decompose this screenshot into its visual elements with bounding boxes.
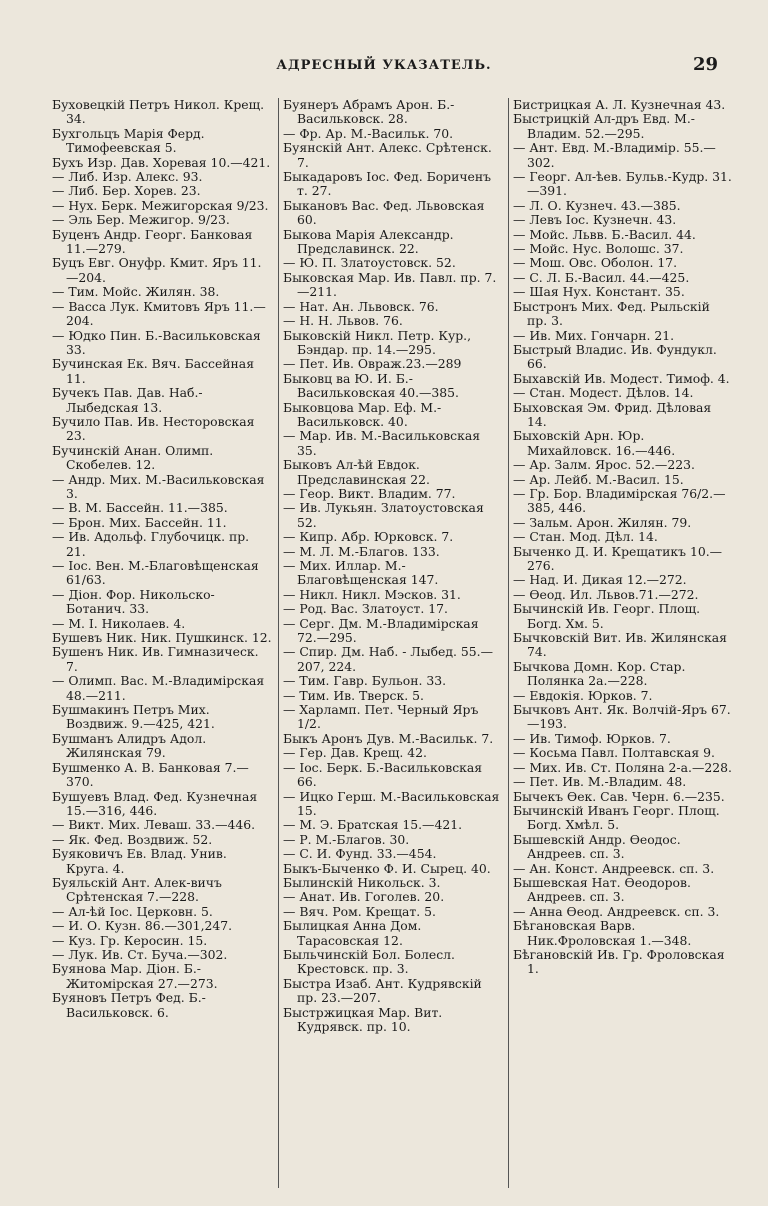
directory-entry: Бистрицкая А. Л. Кузнечная 43. xyxy=(513,98,726,112)
directory-entry: — Діон. Фор. Никольско-Ботанич. 33. xyxy=(52,586,215,617)
directory-entry: Былицкая Анна Дом. Тарасовская 12. xyxy=(283,918,422,948)
page-header xyxy=(0,54,768,78)
directory-entry: — Евдокія. Юрков. 7. xyxy=(513,687,653,703)
directory-entry: — Ицко Герш. М.-Васильковская 15. xyxy=(283,788,500,818)
directory-entry: Быкановъ Вас. Фед. Львовская 60. xyxy=(283,197,485,228)
directory-entry: Быльчинскій Бол. Болесл. Крестовск. пр. 3. xyxy=(283,946,455,977)
directory-entry: Быстронъ Мих. Фед. Рыльскій пр. 3. xyxy=(513,298,710,329)
directory-entry: — Харламп. Пет. Черный Яръ 1/2. xyxy=(283,702,479,732)
directory-entry: Быковц ва Ю. И. Б.-Васильковская 40.—385. xyxy=(283,370,459,401)
directory-entry: Буянова Мар. Діон. Б.-Житомірская 27.—273. xyxy=(52,961,218,991)
directory-entry: — Ив. Адольф. Глубочицк. пр. 21. xyxy=(52,529,250,559)
directory-entry: — Эль Бер. Межигор. 9/23. xyxy=(52,212,230,228)
directory-entry: — Зальм. Арон. Жилян. 79. xyxy=(513,514,692,530)
directory-entry: — Олимп. Вас. М.-Владимірская 48.—211. xyxy=(52,673,265,703)
directory-entry: Быковскій Никл. Петр. Кур., Бэндар. пр. 14.—295. xyxy=(283,327,472,357)
directory-entry: — Андр. Мих. М.-Васильковская 3. xyxy=(52,471,265,501)
directory-entry: Бучинская Ек. Вяч. Бассейная 11. xyxy=(52,356,255,386)
directory-entry: Буценъ Андр. Георг. Банковая 11.—279. xyxy=(52,226,253,257)
directory-entry: Быхавскій Ив. Модест. Тимоф. 4. xyxy=(513,370,730,386)
directory-entry: Бухгольцъ Марія Ферд. Тимофеевская 5. xyxy=(52,125,205,156)
directory-entry: Бучило Пав. Ив. Несторовская 23. xyxy=(52,413,255,444)
directory-entry: Быкъ-Быченко Ф. И. Сырец. 40. xyxy=(283,860,491,876)
directory-entry: — Никл. Никл. Мэсков. 31. xyxy=(283,586,461,602)
directory-entry: — Мош. Овс. Оболон. 17. xyxy=(513,255,678,271)
directory-entry: — Серг. Дм. М.-Владимірская 72.—295. xyxy=(283,615,479,646)
directory-entry: — Ант. Евд. М.-Владимір. 55.—302. xyxy=(513,140,716,170)
directory-entry: — М. Л. М.-Благов. 133. xyxy=(283,543,440,559)
directory-entry: Бушенъ Ник. Ив. Гимназическ. 7. xyxy=(52,644,259,674)
directory-entry: Буяновъ Петръ Фед. Б.-Васильковск. 6. xyxy=(52,990,206,1020)
directory-entry: Бышевскій Андр. Өеодос. Андреев. сп. 3. xyxy=(513,831,681,862)
directory-entry: — Ан. Конст. Андреевск. сп. 3. xyxy=(513,860,715,876)
page-number: 29 xyxy=(692,54,718,75)
column-1 xyxy=(48,98,278,1188)
directory-entry: Буяковичъ Ев. Влад. Унив. Круга. 4. xyxy=(52,846,227,876)
directory-entry: Буянскій Ант. Алекс. Срѣтенск. 7. xyxy=(283,140,492,170)
directory-entry: — Либ. Бер. Хорев. 23. xyxy=(52,183,201,199)
directory-entry: — Васса Лук. Кмитовъ Яръ 11.—204. xyxy=(52,298,266,329)
directory-entry: — Анна Өеод. Андреевск. сп. 3. xyxy=(513,903,720,919)
directory-entry: Бычкова Домн. Кор. Стар. Полянка 2а.—228. xyxy=(513,658,686,689)
directory-entry: — Стан. Мод. Дѣл. 14. xyxy=(513,529,658,545)
column-3 xyxy=(508,98,738,1188)
column-2 xyxy=(278,98,508,1188)
directory-entry: Бушуевъ Влад. Фед. Кузнечная 15.—316, 446. xyxy=(52,788,258,818)
directory-entry: — Тим. Гавр. Бульон. 33. xyxy=(283,673,447,689)
directory-entry: — Р. М.-Благов. 30. xyxy=(283,831,410,847)
directory-entry: — Георг. Ал-ѣев. Бульв.-Кудр. 31.—391. xyxy=(513,169,732,199)
directory-entry: Бушманъ Алидръ Адол. Жилянская 79. xyxy=(52,730,207,761)
directory-entry: Бѣгановскій Ив. Гр. Фроловская 1. xyxy=(513,946,725,977)
directory-entry: — Брон. Мих. Бассейн. 11. xyxy=(52,514,227,530)
directory-entry: — Косьма Павл. Полтавская 9. xyxy=(513,745,715,761)
directory-entry: — Ал-ѣй Іос. Церковн. 5. xyxy=(52,903,213,919)
directory-entry: — И. О. Кузн. 86.—301,247. xyxy=(52,918,233,934)
directory-entry: Быстрицкій Ал-дръ Евд. М.-Владим. 52.—295. xyxy=(513,111,695,141)
directory-entry: Бушменко А. В. Банковая 7.—370. xyxy=(52,759,249,790)
directory-entry: — Нух. Берк. Межигорская 9/23. xyxy=(52,197,269,213)
directory-entry: — Гр. Бор. Владимірская 76/2.—385, 446. xyxy=(513,485,726,516)
directory-entry: — С. Л. Б.-Васил. 44.—425. xyxy=(513,269,690,285)
directory-entry: — Ар. Залм. Ярос. 52.—223. xyxy=(513,457,695,473)
directory-entry: — Тим. Мойс. Жилян. 38. xyxy=(52,284,220,300)
directory-entry: Быкъ Аронъ Дув. М.-Васильк. 7. xyxy=(283,730,494,746)
directory-entry: — Пет. Ив. М.-Владим. 48. xyxy=(513,774,687,790)
directory-entry: Бышевская Нат. Өеодоров. Андреев. сп. 3. xyxy=(513,874,691,905)
directory-entry: — Н. Н. Львов. 76. xyxy=(283,313,403,329)
directory-entry: — Мойс. Нус. Волошс. 37. xyxy=(513,241,684,257)
directory-entry: — Геор. Викт. Владим. 77. xyxy=(283,485,456,501)
directory-entry: — Ю. П. Златоустовск. 52. xyxy=(283,255,456,271)
directory-entry: Буцъ Евг. Онуфр. Кмит. Яръ 11.—204. xyxy=(52,255,262,285)
directory-entry: — Фр. Ар. М.-Васильк. 70. xyxy=(283,125,454,141)
directory-entry: Буховецкій Петръ Никол. Крещ. 34. xyxy=(52,98,265,127)
directory-entry: Бучекъ Пав. Дав. Наб.-Лыбедская 13. xyxy=(52,385,203,415)
directory-entry: — Род. Вас. Златоуст. 17. xyxy=(283,601,448,617)
directory-entry: — Куз. Гр. Керосин. 15. xyxy=(52,932,208,948)
directory-entry: Бѣгановская Варв. Ник.Фроловская 1.—348. xyxy=(513,918,692,948)
directory-entry: — М. І. Николаев. 4. xyxy=(52,615,186,631)
directory-entry: Быковъ Ал-ѣй Евдок. Предславинская 22. xyxy=(283,457,430,487)
directory-entry: — Спир. Дм. Наб. - Лыбед. 55.—207, 224. xyxy=(283,644,493,674)
directory-entry: — В. М. Бассейн. 11.—385. xyxy=(52,500,228,516)
directory-entry: — Іос. Вен. М.-Благовѣщенская 61/63. xyxy=(52,558,259,588)
directory-entry: — Нат. Ан. Львовск. 76. xyxy=(283,298,439,314)
directory-entry: Быченко Д. И. Крещатикъ 10.—276. xyxy=(513,543,723,573)
directory-entry: — Пет. Ив. Овраж.23.—289 xyxy=(283,356,462,372)
directory-entry: — Ив. Тимоф. Юрков. 7. xyxy=(513,730,671,746)
directory-entry: Бучинскій Анан. Олимп. Скобелев. 12. xyxy=(52,442,214,473)
directory-entry: — С. И. Фунд. 33.—454. xyxy=(283,846,437,862)
directory-entry: Быстра Изаб. Ант. Кудрявскій пр. 23.—207. xyxy=(283,975,482,1006)
directory-entry: — М. Э. Братская 15.—421. xyxy=(283,817,463,833)
directory-entry: — Анат. Ив. Гоголев. 20. xyxy=(283,889,445,905)
directory-entry: Быковская Мар. Ив. Павл. пр. 7.—211. xyxy=(283,269,497,300)
directory-entry: Быкадаровъ Іос. Фед. Бориченъ т. 27. xyxy=(283,169,492,199)
directory-entry: Бухъ Изр. Дав. Хоревая 10.—421. xyxy=(52,154,271,170)
directory-entry: — Өеод. Ил. Львов.71.—272. xyxy=(513,586,699,602)
directory-entry: — Ив. Мих. Гончарн. 21. xyxy=(513,327,675,343)
directory-entry: Бычинскій Иванъ Георг. Площ. Богд. Хмѣл. 5. xyxy=(513,802,720,833)
directory-entry: — Левъ Іос. Кузнечн. 43. xyxy=(513,212,677,228)
directory-entry: Былинскій Никольск. 3. xyxy=(283,874,441,890)
directory-entry: Буяльскій Ант. Алек-вичъ Срѣтенская 7.—228. xyxy=(52,874,222,905)
directory-entry: Бычковъ Ант. Як. Волчій-Яръ 67.—193. xyxy=(513,702,731,732)
directory-entry: Буянеръ Абрамъ Арон. Б.-Васильковск. 28. xyxy=(283,98,455,127)
directory-entry: — Вяч. Ром. Крещат. 5. xyxy=(283,903,436,919)
directory-entry: Быховскій Арн. Юр. Михайловск. 16.—446. xyxy=(513,428,676,458)
directory-entry: — Л. О. Кузнеч. 43.—385. xyxy=(513,197,681,213)
directory-entry: — Стан. Модест. Дѣлов. 14. xyxy=(513,385,694,401)
directory-entry: Бушмакинъ Петръ Мих. Воздвиж. 9.—425, 421. xyxy=(52,702,215,732)
directory-entry: — Ар. Лейб. М.-Васил. 15. xyxy=(513,471,684,487)
directory-entry: — Як. Фед. Воздвиж. 52. xyxy=(52,831,213,847)
directory-entry: — Тим. Ив. Тверск. 5. xyxy=(283,687,424,703)
directory-entry: Бычинскій Ив. Георг. Площ. Богд. Хм. 5. xyxy=(513,601,701,631)
directory-entry: — Мих. Ив. Ст. Поляна 2-а.—228. xyxy=(513,759,732,775)
directory-entry: — Мар. Ив. М.-Васильковская 35. xyxy=(283,428,481,458)
directory-entry: — Іос. Берк. Б.-Васильковская 66. xyxy=(283,759,483,790)
directory-entry: — Кипр. Абр. Юрковск. 7. xyxy=(283,529,454,545)
directory-entry: Бушевъ Ник. Ник. Пушкинск. 12. xyxy=(52,630,272,646)
directory-entry: — Шая Нух. Констант. 35. xyxy=(513,284,685,300)
directory-entry: Быкова Марія Александр. Предславинск. 22. xyxy=(283,226,454,257)
directory-entry: — Мойс. Львв. Б.-Васил. 44. xyxy=(513,226,696,242)
directory-entry: Бычковскій Вит. Ив. Жилянская 74. xyxy=(513,630,727,660)
directory-entry: — Гер. Дав. Крещ. 42. xyxy=(283,745,427,761)
directory-entry: Бычекъ Өек. Сав. Черн. 6.—235. xyxy=(513,788,725,804)
directory-entry: Быховская Эм. Фрид. Дѣловая 14. xyxy=(513,399,712,429)
directory-entry: Быстржицкая Мар. Вит. Кудрявск. пр. 10. xyxy=(283,1004,443,1034)
directory-columns xyxy=(48,98,738,1188)
directory-entry: — Над. И. Дикая 12.—272. xyxy=(513,572,687,588)
directory-entry: — Викт. Мих. Леваш. 33.—446. xyxy=(52,817,256,833)
directory-entry: — Ив. Лукьян. Златоустовская 52. xyxy=(283,500,484,530)
directory-entry: — Либ. Изр. Алекс. 93. xyxy=(52,169,203,185)
page-title: АДРЕСНЫЙ УКАЗАТЕЛЬ. xyxy=(276,58,492,73)
directory-entry: — Юдко Пин. Б.-Васильковская 33. xyxy=(52,327,261,357)
directory-entry: Быковцова Мар. Еф. М.-Васильковск. 40. xyxy=(283,399,442,429)
directory-entry: — Лук. Ив. Ст. Буча.—302. xyxy=(52,946,228,962)
directory-entry: — Мих. Иллар. М.-Благовѣщенская 147. xyxy=(283,558,439,588)
directory-entry: Быстрый Владис. Ив. Фундукл. 66. xyxy=(513,341,717,372)
